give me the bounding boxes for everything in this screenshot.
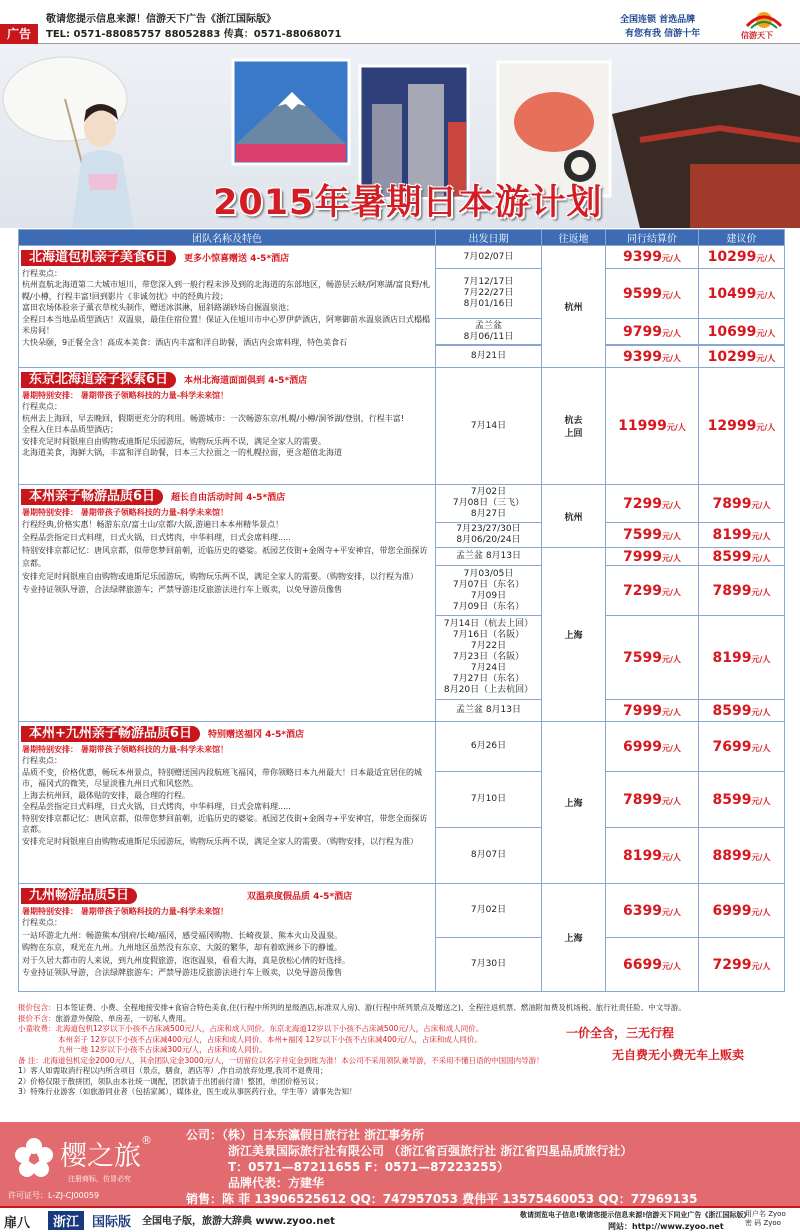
net-price: 6699元/人: [606, 938, 699, 992]
license-number: 许可证号：L-ZJ-CJ00059: [8, 1191, 100, 1200]
note-line: 2）价格仅限于散拼团，领队由本社统一调配，团款请于出团前付清！整团，单团价格另议；: [18, 1076, 323, 1086]
departure-date: 7月23/27/30日 8月06/20/24日: [436, 523, 542, 548]
col-header-date: 出发日期: [436, 230, 542, 246]
table-row: [19, 246, 785, 269]
suggested-price: 12999元/人: [699, 368, 785, 485]
tour-tokyo-hokkaido: [19, 368, 436, 485]
table-row: [19, 722, 785, 772]
suggested-price: 8199元/人: [699, 616, 785, 700]
suggested-price: 10699元/人: [699, 319, 785, 345]
browse-notice: 敬请浏览电子信息!敬请您提示信息来源!信游天下同业广告《浙江国际版》: [520, 1211, 751, 1219]
tour-title: 本州+九州亲子畅游品质6日: [21, 726, 200, 742]
note-line: 小童收费：北海道包机12岁以下小孩不占床减500元/人，占床和成人同价。东京北海道12岁以下小孩不占床减500元/人，占床和成人同价。: [18, 1024, 484, 1033]
note-line: 报价不含：旅游意外保险、单房差，一切私人费用。: [18, 1013, 191, 1023]
city: 杭州: [542, 246, 606, 368]
departure-date: 孟兰盆 8月06/11日: [436, 319, 542, 345]
tour-price-table: [18, 229, 785, 992]
net-price: 7599元/人: [606, 523, 699, 548]
net-price: 6999元/人: [606, 722, 699, 772]
col-header-suggested-price: 建议价: [699, 230, 785, 246]
departure-date: 7月02日 7月08日（三飞） 8月27日: [436, 485, 542, 523]
website-slogan[interactable]: 全国电子版，旅游大辞典 www.zyoo.net: [142, 1216, 335, 1227]
suggested-price: 8899元/人: [699, 828, 785, 884]
mount-fuji-photo-icon: [233, 60, 349, 164]
departure-date: 6月26日: [436, 722, 542, 772]
net-price: 8199元/人: [606, 828, 699, 884]
departure-date: 7月02/07日: [436, 246, 542, 269]
suggested-price: 10299元/人: [699, 346, 785, 368]
net-price: 6399元/人: [606, 884, 699, 938]
city: 上海: [542, 884, 606, 992]
note-line: 1）客人如需取消行程以内所含项目（景点，膳食，酒店等）,作自动放弃处理,我司不退费用；: [18, 1066, 328, 1075]
source-notice: 敬请您提示信息来源！信游天下广告《浙江国际版》: [46, 14, 276, 25]
tour-subtitle: 更多小惊喜赠送 4-5*酒店: [184, 254, 290, 264]
tour-title: 本州亲子畅游品质6日: [21, 489, 163, 505]
net-price: 9399元/人: [606, 346, 699, 368]
login-credentials: 用户名 Zyoo 密 码 Zyoo: [745, 1210, 786, 1227]
tour-honshu: [19, 485, 436, 722]
departure-date: 7月14日: [436, 368, 542, 485]
departure-date: 7月03/05日 7月07日（东名） 7月09日 7月09日（东名）: [436, 566, 542, 616]
page-label: 扉八: [4, 1216, 31, 1231]
note-line: 九州一地 12岁以下小孩不占床减300元/人，占床和成人同价。: [58, 1045, 267, 1054]
brand-logo: [735, 4, 793, 42]
tour-description: 行程卖点： 一站环游北九州：畅游熊本/别府/长崎/福冈，感受福冈购物、长崎夜景、熊本火山及温泉。 购物在东京，观光在九州。九州地区虽然没有东京、大阪的繁华，却有着欧洲乡下的静谧。 对于久居大都市的人来说，到九州度假旅游，泡泡温泉，看看大海，真是放松心情的好选择。 专业持证领队导游，合法绿牌旅游车；严禁导游违反旅游法进行车上贩卖，以免导游员像售: [22, 918, 350, 977]
zhejiang-label: 浙江: [48, 1211, 84, 1230]
sales-contact-line: 销售：陈 菲 13906525612 QQ：747957053 费伟平 13575460053 QQ：77969135: [186, 1192, 698, 1206]
agency-line: 浙江美景国际旅行社有限公司 （浙江省百强旅行社 浙江省四星品质旅行社）: [228, 1144, 633, 1158]
departure-date: 7月12/17日 7月22/27日 8月01/16日: [436, 269, 542, 319]
note-line: 3）特殊行业游客（如旅游同业者（包括家属），媒体业，医生或从事医药行业，学生等）请事先告知！: [18, 1087, 357, 1096]
note-line: 本州亲子 12岁以下小孩不占床减400元/人，占床和成人同价。本州+福冈 12岁以下小孩不占床减400元/人，占床和成人同价。: [58, 1034, 482, 1044]
departure-date: 7月30日: [436, 938, 542, 992]
all-inclusive-slogan: 一价全含，三无行程: [566, 1026, 675, 1040]
tour-title: 东京北海道亲子探索6日: [21, 372, 176, 388]
summer-special: 暑期特别安排： 暑期带孩子领略科技的力量-科学未来馆！: [22, 744, 229, 754]
col-header-team: 团队名称及特色: [19, 230, 436, 246]
suggested-price: 10299元/人: [699, 246, 785, 269]
suggested-price: 10499元/人: [699, 269, 785, 319]
phone-fax-line: T：0571—87211655 F：0571—87223255）: [228, 1160, 509, 1174]
net-price: 7299元/人: [606, 566, 699, 616]
table-row: [19, 368, 785, 485]
no-extra-cost-slogan: 无自费无小费无车上贩卖: [612, 1048, 745, 1062]
table-row: [19, 485, 785, 523]
suggested-price: 8199元/人: [699, 523, 785, 548]
net-price: 7299元/人: [606, 485, 699, 523]
tour-description: 行程卖点： 杭州去上海回，早去晚回，假期更充分的利用。畅游城市：一次畅游东京/札幌/小樽/洞爷湖/登别，行程丰富! 全程入住日本品质型酒店； 安排充足时间银座自由购物或迪斯尼乐园游玩，购物玩乐两不误，满足全家人的需要。 北海道美食，海鲜大锅，丰富和洋自助餐，日本三大拉面之一的札幌拉面，更含超值北海道: [22, 402, 404, 457]
note-line: 报价包含：日本签证费、小费、全程地接安排+食宿合特色美食,住(行程中所列的星级酒店,标准双人房)、游(行程中所列景点及赠送之)、全程往返机票、燃油附加费及机场税、旅行社责任险、中文导游。: [18, 1003, 686, 1012]
company-line: 公司：（株）日本东瀛假日旅行社 浙江事务所: [186, 1128, 425, 1142]
net-price: 7899元/人: [606, 772, 699, 828]
contact-line: TEL: 0571-88085757 88052883 传真：0571-88068071: [46, 29, 342, 40]
tour-description: 行程经典,价格实惠！畅游东京/富士山/京都/大阪,游遍日本本州精华景点！ 全程品尝指定日式料理，日式火锅，日式烤肉，中华料理，日式会席料理..... 特别安排京都记忆：唐风京都，似带您梦回前朝，近临历史的婆娑。祇园艺伎街+金阁寺+平安神宫，带您全面探访京都。 安排充足时间银座自由购物或迪斯尼乐园游玩，购物玩乐两不误，满足全家人的需要。（购物安排，以行程为准） 专业持证领队导游，合法绿牌旅游车；严禁导游违反旅游法进行车上贩卖，以免导游员像售: [22, 520, 428, 594]
suggested-price: 7899元/人: [699, 566, 785, 616]
suggested-price: 7899元/人: [699, 485, 785, 523]
tour-title: 北海道包机亲子美食6日: [21, 250, 176, 266]
city: 上海: [542, 722, 606, 884]
net-price: 9599元/人: [606, 269, 699, 319]
suggested-price: 7699元/人: [699, 722, 785, 772]
departure-date: 孟兰盆 8月13日: [436, 548, 542, 566]
brand-rep-line: 品牌代表：方建华: [228, 1176, 325, 1190]
suggested-price: 8599元/人: [699, 700, 785, 722]
table-header-row: [19, 230, 785, 246]
table-row: [19, 884, 785, 938]
col-header-city: 往返地: [542, 230, 606, 246]
logo-text: 信游天下: [741, 31, 773, 40]
suggested-price: 8599元/人: [699, 548, 785, 566]
tour-honshu-kyushu: [19, 722, 436, 884]
net-price: 9799元/人: [606, 319, 699, 345]
tour-description: 行程卖点： 杭州直航北海道第二大城市旭川，带您深入到一般行程未涉及到的北海道的东部地区，畅游层云峡/阿寒湖/富良野/札幌/小樽，行程丰富!回到影片《非诚勿扰》中的经典片段； 富田农场体验亲子薰衣草枕头制作，赠送冰淇淋，屈斜路湖砂场自掘温泉池； 全程日本当地品质型酒店！双温泉，最佳住宿位置！保证入住旭川市中心罗伊萨酒店，阿寒御前水温泉酒店日式榻榻米房间！ 大快朵颐，9正餐全含！高成本美食：酒店内丰富和洋自助餐，酒店内会席料理，特色美食石: [22, 268, 431, 347]
departure-date: 7月02日: [436, 884, 542, 938]
tour-subtitle: 本州北海道面面俱到 4-5*酒店: [184, 376, 308, 386]
bottom-strip: [0, 1206, 800, 1232]
page-title: 2015年暑期日本游计划: [213, 183, 603, 223]
net-price: 11999元/人: [606, 368, 699, 485]
departure-date: 8月21日: [436, 346, 542, 368]
suggested-price: 8599元/人: [699, 772, 785, 828]
header-slogan-2: 有您有我 信游十年: [625, 29, 701, 39]
sakura-flower-icon: [12, 1136, 56, 1180]
suggested-price: 7299元/人: [699, 938, 785, 992]
net-price: 7599元/人: [606, 616, 699, 700]
departure-date: 7月10日: [436, 772, 542, 828]
header-slogan-1: 全国连锁 首选品牌: [620, 15, 696, 25]
tour-description: 行程卖点： 品质不变，价格优惠，畅玩本州景点，特别赠送国内段航班飞福冈，带你领略日本九州最大！日本最适宜居住的城市，福冈式的微笑，尽显淡雅九州日式和风悠然。 上海去杭州回，最体贴的安排，最合理的行程。 全程品尝指定日式料理，日式火锅，日式烤肉，中华料理，日式会席料理..... 特别安排京都记忆：唐风京都，似带您梦回前朝，近临历史的婆娑。祇园艺伎街+金阁寺+平安神宫，带您全面探访京都。 安排充足时间银座自由购物或迪斯尼乐园游玩，购物玩乐两不误，满足全家人的需要。（购物安排，以行程为准）: [22, 756, 428, 846]
departure-date: 7月14日（杭去上回） 7月16日（名阪） 7月22日 7月23日（名阪） 7月24日 7月27日（东名） 8月20日（上去杭回）: [436, 616, 542, 700]
city: 上海: [542, 548, 606, 722]
note-line: 备 注：北海道包机定金2000元/人，其余团队定金3000元/人，一切留位以名字并定金到账为准！本公司不采用领队兼导游，不采用不懂日语的中国国内导游！: [18, 1055, 544, 1065]
summer-special: 暑期特别安排： 暑期带孩子领略科技的力量-科学未来馆！: [22, 906, 229, 916]
tour-kyushu: [19, 884, 436, 992]
net-price: 7999元/人: [606, 700, 699, 722]
summer-special: 暑期特别安排： 暑期带孩子领略科技的力量-科学未来馆！: [22, 390, 229, 400]
edition-label: 国际版: [92, 1215, 132, 1230]
summer-special: 暑期特别安排： 暑期带孩子领略科技的力量-科学未来馆！: [22, 507, 229, 517]
departure-date: 8月07日: [436, 828, 542, 884]
page-header: [0, 0, 800, 44]
net-price: 7999元/人: [606, 548, 699, 566]
city: 杭州: [542, 485, 606, 548]
tour-hokkaido-charter: [19, 246, 436, 368]
tour-subtitle: 超长自由活动时间 4-5*酒店: [171, 493, 286, 503]
tour-title: 九州畅游品质5日: [21, 888, 137, 904]
website-link[interactable]: 网站：http://www.zyoo.net: [608, 1222, 724, 1231]
brand-subtitle: 注册商标，仿冒必究: [68, 1175, 131, 1183]
tour-subtitle: 特别赠送福冈 4-5*酒店: [207, 730, 305, 740]
company-footer: [0, 1122, 800, 1206]
brand-name: 樱之旅®: [60, 1134, 152, 1172]
net-price: 9399元/人: [606, 246, 699, 269]
suggested-price: 6999元/人: [699, 884, 785, 938]
ad-tag: 广告: [0, 24, 38, 44]
departure-date: 孟兰盆 8月13日: [436, 700, 542, 722]
pagoda-roof-icon: [612, 84, 800, 228]
city: 杭去 上回: [542, 368, 606, 485]
tour-subtitle: 双温泉度假品质 4-5*酒店: [247, 892, 353, 902]
col-header-net-price: 同行结算价: [606, 230, 699, 246]
